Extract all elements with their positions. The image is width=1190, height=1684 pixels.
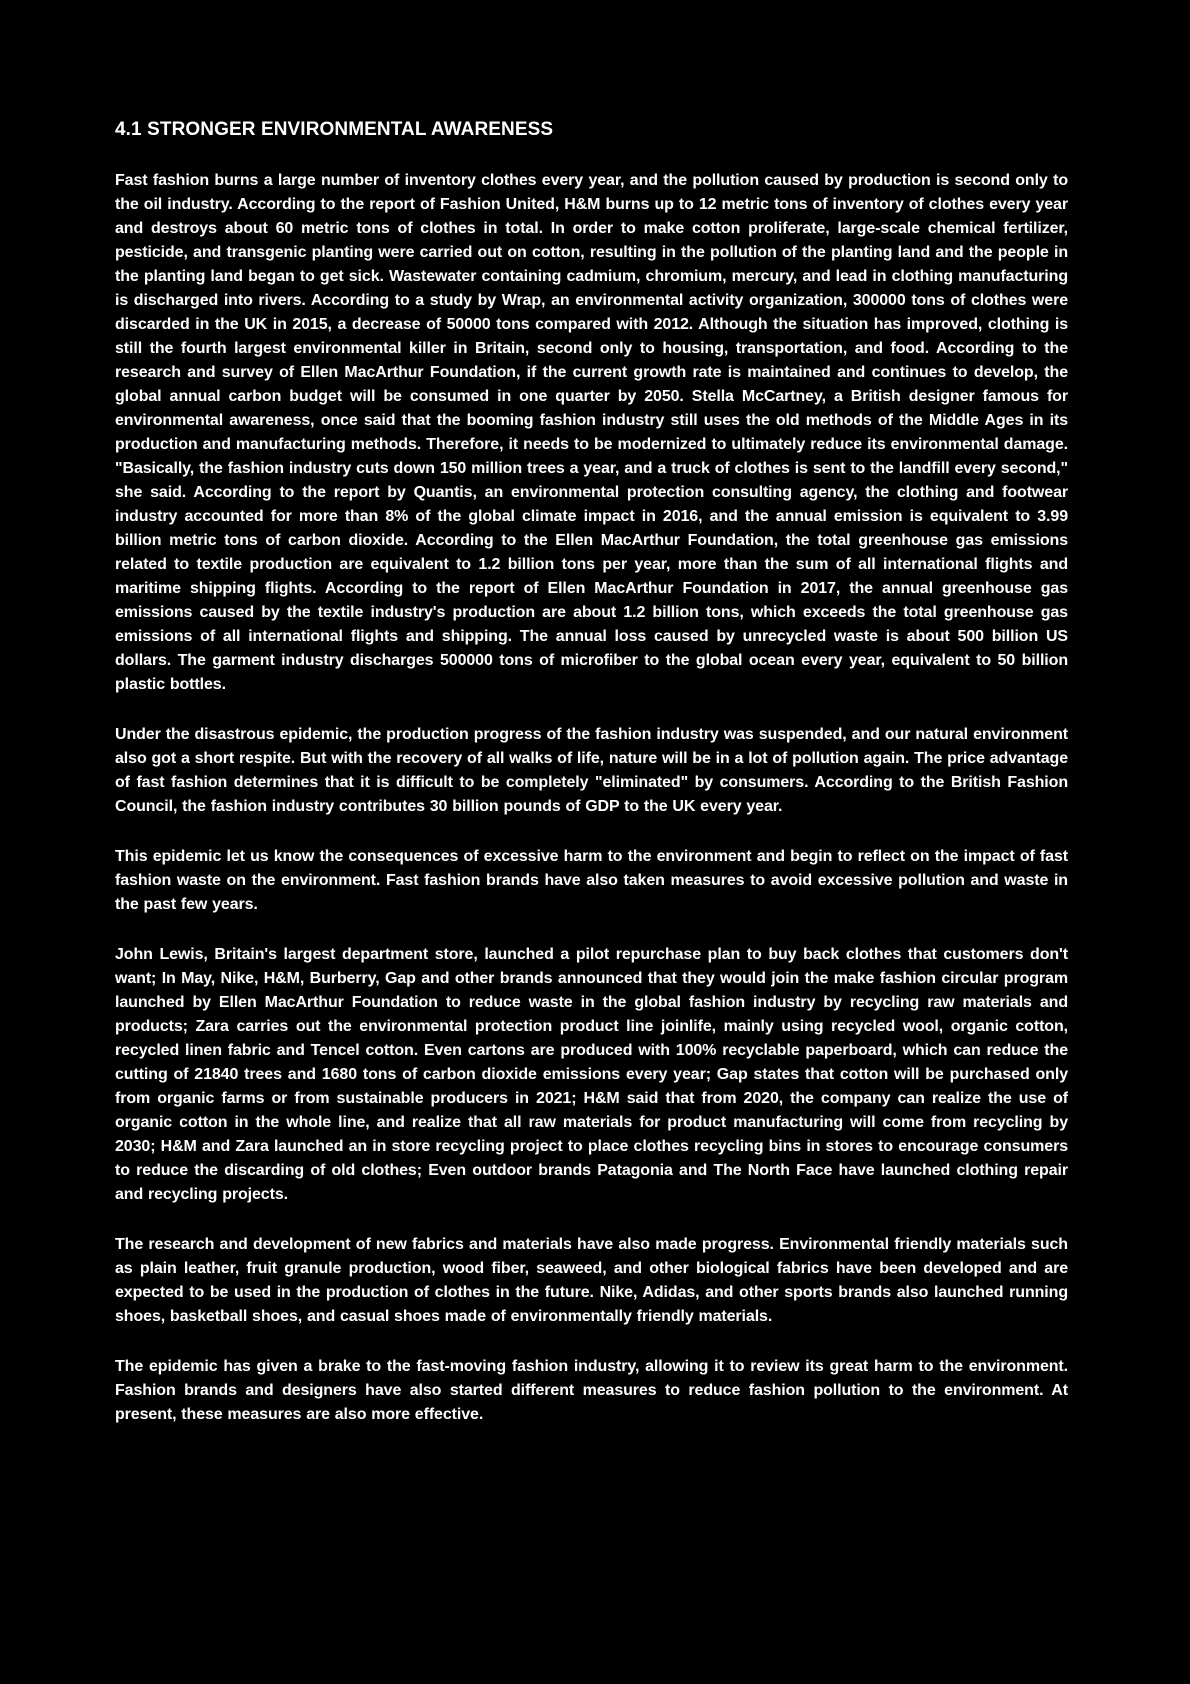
paragraph-fast-fashion-pollution: Fast fashion burns a large number of inventory clothes every year, and the pollution caused by production is second only to the oil industry. According to the report of Fashion United, H&M burns up to 12 metric tons of inventory of clothes every year and destroys about 60 metric tons of clothes in total. In order to make cotton proliferate, large-scale chemical fertilizer, pesticide, and transgenic planting were carried out on cotton, resulting in the pollution of the planting land and the people in the planting land began to get sick. Wastewater containing cadmium, chromium, mercury, and lead in clothing manufacturing is discharged into rivers. According to a study by Wrap, an environmental activity organization, 300000 tons of clothes were discarded in the UK in 2015, a decrease of 50000 tons compared with 2012. Although the situation has improved, clothing is still the fourth largest environmental killer in Britain, second only to housing, transportation, and food. According to the research and survey of Ellen MacArthur Foundation, if the current growth rate is maintained and continues to develop, the global annual carbon budget will be consumed in one quarter by 2050. Stella McCartney, a British designer famous for environmental awareness, once said that the booming fashion industry still uses the old methods of the Middle Ages in its production and manufacturing methods. Therefore, it needs to be modernized to ultimately reduce its environmental damage. "Basically, the fashion industry cuts down 150 million trees a year, and a truck of clothes is sent to the landfill every second," she said. According to the report by Quantis, an environmental protection consulting agency, the clothing and footwear industry accounted for more than 8% of the global climate impact in 2016, and the annual emission is equivalent to 3.99 billion metric tons of carbon dioxide. According to the Ellen MacArthur Foundation, the total greenhouse gas emissions related to textile production are equivalent to 1.2 billion tons per year, more than the sum of all international flights and maritime shipping flights. According to the report of Ellen MacArthur Foundation in 2017, the annual greenhouse gas emissions caused by the textile industry's production are about 1.2 billion tons, which exceeds the total greenhouse gas emissions of all international flights and shipping. The annual loss caused by unrecycled waste is about 500 billion US dollars. The garment industry discharges 500000 tons of microfiber to the global ocean every year, equivalent to 50 billion plastic bottles. bbox=[115, 172, 1068, 693]
paragraph-epidemic-brake: The epidemic has given a brake to the fast-moving fashion industry, allowing it to review its great harm to the environment. Fashion brands and designers have also started different measures to reduce fashion pollution to the environment. At present, these measures are also more effective. bbox=[115, 1358, 1068, 1423]
paragraph-epidemic-respite: Under the disastrous epidemic, the production progress of the fashion industry was suspended, and our natural environment also got a short respite. But with the recovery of all walks of life, nature will be in a lot of pollution again. The price advantage of fast fashion determines that it is difficult to be completely "eliminated" by consumers. According to the British Fashion Council, the fashion industry contributes 30 billion pounds of GDP to the UK every year. bbox=[115, 726, 1068, 815]
section-heading: 4.1 STRONGER ENVIRONMENTAL AWARENESS bbox=[115, 119, 554, 140]
paragraph-reflection-on-waste: This epidemic let us know the consequences of excessive harm to the environment and begin to reflect on the impact of fast fashion waste on the environment. Fast fashion brands have also taken measures to avoid excessive pollution and waste in the past few years. bbox=[115, 848, 1068, 913]
text-block bbox=[115, 118, 1068, 1559]
paragraph-new-fabrics: The research and development of new fabrics and materials have also made progress. Environmental friendly materials such as plain leather, fruit granule production, wood fiber, seaweed, and other biological fabrics have been developed and are expected to be used in the production of clothes in the future. Nike, Adidas, and other sports brands also launched running shoes, basketball shoes, and casual shoes made of environmentally friendly materials. bbox=[115, 1236, 1068, 1325]
paragraph-brand-measures: John Lewis, Britain's largest department store, launched a pilot repurchase plan to buy back clothes that customers don't want; In May, Nike, H&M, Burberry, Gap and other brands announced that they would join the make fashion circular program launched by Ellen MacArthur Foundation to reduce waste in the global fashion industry by recycling raw materials and products; Zara carries out the environmental protection product line joinlife, mainly using recycled wool, organic cotton, recycled linen fabric and Tencel cotton. Even cartons are produced with 100% recyclable paperboard, which can reduce the cutting of 21840 trees and 1680 tons of carbon dioxide emissions every year; Gap states that cotton will be purchased only from organic farms or from sustainable producers in 2021; H&M said that from 2020, the company can realize the use of organic cotton in the whole line, and realize that all raw materials for product manufacturing will come from recycling by 2030; H&M and Zara launched an in store recycling project to place clothes recycling bins in stores to encourage consumers to reduce the discarding of old clothes; Even outdoor brands Patagonia and The North Face have launched clothing repair and recycling projects. bbox=[115, 946, 1068, 1203]
